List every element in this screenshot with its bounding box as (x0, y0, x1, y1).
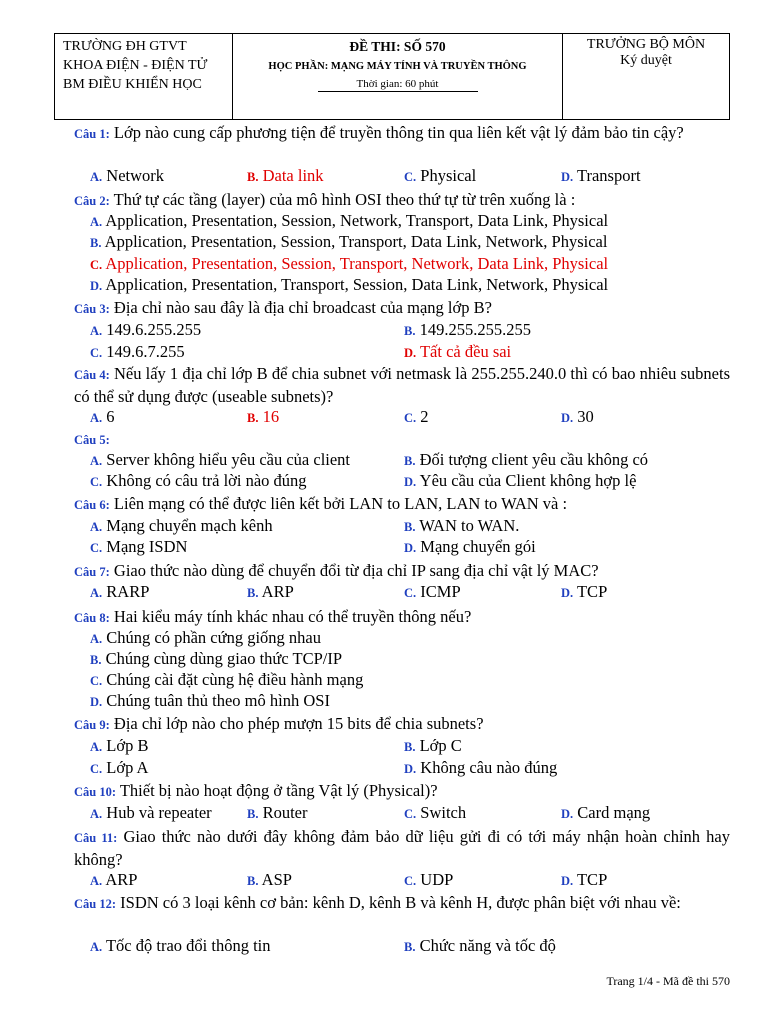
answer-option[interactable] (404, 165, 476, 188)
option-text: 149.255.255.255 (415, 320, 531, 339)
option-letter: A. (90, 940, 103, 954)
answer-option[interactable] (561, 165, 641, 188)
question-text (74, 892, 730, 915)
question-number: Câu 12: (74, 897, 117, 911)
option-text: WAN to WAN. (415, 516, 520, 535)
question-body: Thứ tự các tầng (layer) của mô hình OSI theo thứ tự từ trên xuống là : (109, 190, 576, 209)
option-letter: C. (90, 541, 103, 555)
option-text: Không câu nào đúng (416, 758, 558, 777)
option-letter: A. (90, 586, 103, 600)
option-letter: D. (561, 170, 574, 184)
option-letter: B. (247, 807, 259, 821)
answer-option[interactable] (561, 581, 607, 604)
answer-option[interactable] (90, 253, 608, 276)
option-text: Transport (573, 166, 641, 185)
page-footer: Trang 1/4 - Mã đề thi 570 (606, 974, 730, 988)
answer-option[interactable] (90, 210, 608, 233)
answer-option[interactable] (247, 581, 294, 604)
head-title: TRƯỞNG BỘ MÔN (586, 37, 706, 52)
answer-option[interactable] (90, 341, 185, 364)
option-letter: A. (90, 324, 103, 338)
option-text: 149.6.7.255 (102, 342, 185, 361)
option-text: ICMP (416, 582, 461, 601)
answer-option[interactable] (404, 581, 461, 604)
answer-option[interactable] (90, 627, 321, 650)
option-text: ARP (258, 582, 294, 601)
exam-title: ĐỀ THI: SỐ 570 (349, 39, 446, 54)
option-letter: D. (90, 279, 103, 293)
question-text (74, 363, 730, 407)
question-number: Câu 6: (74, 498, 110, 512)
option-letter: C. (404, 586, 417, 600)
answer-option[interactable] (90, 274, 608, 297)
option-text: 2 (416, 407, 429, 426)
answer-option[interactable] (404, 869, 453, 892)
question-body: Hai kiểu máy tính khác nhau có thể truyền thông nếu? (109, 607, 472, 626)
answer-option[interactable] (90, 869, 137, 892)
option-text: Mạng chuyển mạch kênh (102, 516, 273, 535)
option-letter: B. (90, 236, 102, 250)
question-number: Câu 5: (74, 433, 110, 447)
question-number: Câu 4: (74, 368, 110, 382)
option-text: TCP (573, 870, 608, 889)
question-body: Địa chỉ nào sau đây là địa chỉ broadcast của mạng lớp B? (109, 298, 492, 317)
answer-option[interactable] (404, 802, 466, 825)
option-text: Application, Presentation, Session, Transport, Data Link, Network, Physical (101, 232, 608, 251)
school-line: KHOA ĐIỆN - ĐIỆN TỬ (63, 58, 208, 73)
approve-label: Ký duyệt (620, 53, 672, 68)
option-text: Switch (416, 803, 467, 822)
option-letter: C. (404, 874, 417, 888)
question-body: ISDN có 3 loại kênh cơ bản: kênh D, kênh B và kênh H, được phân biệt với nhau về: (116, 893, 681, 912)
answer-option[interactable] (247, 869, 292, 892)
answer-option[interactable] (90, 735, 148, 758)
option-text: Không có câu trả lời nào đúng (102, 471, 307, 490)
answer-option[interactable] (404, 536, 536, 559)
question-text (74, 189, 730, 212)
question-number: Câu 7: (74, 565, 110, 579)
answer-option[interactable] (90, 231, 607, 254)
option-text: RARP (102, 582, 150, 601)
option-text: Physical (416, 166, 477, 185)
option-letter: B. (247, 170, 259, 184)
answer-option[interactable] (90, 757, 148, 780)
answer-option[interactable] (404, 757, 557, 780)
answer-option[interactable] (247, 165, 324, 188)
question-number: Câu 8: (74, 611, 110, 625)
answer-option[interactable] (90, 648, 342, 671)
option-letter: D. (561, 874, 574, 888)
option-letter: D. (90, 695, 103, 709)
option-text: ASP (258, 870, 292, 889)
option-letter: A. (90, 454, 103, 468)
answer-option[interactable] (404, 470, 636, 493)
option-letter: C. (90, 674, 103, 688)
option-text: Lớp C (415, 736, 462, 755)
answer-option[interactable] (90, 669, 363, 692)
option-text: TCP (573, 582, 608, 601)
option-letter: A. (90, 215, 103, 229)
question-text (74, 560, 730, 583)
option-letter: C. (90, 346, 103, 360)
question-number: Câu 3: (74, 302, 110, 316)
option-letter: C. (90, 258, 103, 272)
option-letter: B. (404, 454, 416, 468)
answer-option[interactable] (90, 470, 307, 493)
option-letter: B. (404, 324, 416, 338)
option-text: UDP (416, 870, 454, 889)
option-text: Tất cả đều sai (416, 342, 512, 361)
option-letter: D. (404, 475, 417, 489)
option-text: Yêu cầu của Client không hợp lệ (416, 471, 637, 490)
option-text: Lớp A (102, 758, 149, 777)
question-text (74, 780, 730, 803)
question-number: Câu 10: (74, 785, 117, 799)
question-body: Liên mạng có thể được liên kết bởi LAN to LAN, LAN to WAN và : (109, 494, 568, 513)
option-text: Hub và repeater (102, 803, 212, 822)
option-letter: B. (404, 520, 416, 534)
question-body: Giao thức nào dùng để chuyển đổi từ địa chỉ IP sang địa chỉ vật lý MAC? (109, 561, 599, 580)
answer-option[interactable] (404, 935, 556, 958)
option-text: Application, Presentation, Session, Network, Transport, Data Link, Physical (102, 211, 609, 230)
option-letter: B. (90, 653, 102, 667)
option-text: Server không hiểu yêu cầu của client (102, 450, 351, 469)
school-line: TRƯỜNG ĐH GTVT (63, 39, 187, 54)
option-letter: B. (247, 411, 259, 425)
option-letter: C. (90, 475, 103, 489)
question-body: Thiết bị nào hoạt động ở tầng Vật lý (Physical)? (116, 781, 438, 800)
option-letter: A. (90, 874, 103, 888)
answer-option[interactable] (90, 802, 212, 825)
question-text (74, 826, 730, 870)
answer-option[interactable] (404, 341, 511, 364)
question-text (74, 606, 730, 629)
option-letter: B. (404, 940, 416, 954)
answer-option[interactable] (561, 802, 650, 825)
option-text: ARP (102, 870, 138, 889)
answer-option[interactable] (90, 935, 271, 958)
option-text: Application, Presentation, Session, Transport, Network, Data Link, Physical (102, 254, 609, 273)
option-letter: B. (404, 740, 416, 754)
option-letter: A. (90, 632, 103, 646)
question-number: Câu 9: (74, 718, 110, 732)
question-text (74, 428, 730, 451)
option-letter: B. (247, 874, 259, 888)
option-letter: A. (90, 411, 103, 425)
option-text: Đối tượng client yêu cầu không có (415, 450, 649, 469)
answer-option[interactable] (90, 536, 187, 559)
option-text: Chúng tuân thủ theo mô hình OSI (102, 691, 330, 710)
option-text: Network (102, 166, 165, 185)
option-letter: C. (404, 170, 417, 184)
answer-option[interactable] (404, 449, 648, 472)
option-text: Chúng cài đặt cùng hệ điều hành mạng (102, 670, 364, 689)
answer-option[interactable] (404, 735, 462, 758)
answer-option[interactable] (404, 406, 429, 429)
exam-time: Thời gian: 60 phút (318, 78, 478, 92)
answer-option[interactable] (90, 406, 115, 429)
answer-option[interactable] (561, 406, 594, 429)
option-text: Chức năng và tốc độ (415, 936, 556, 955)
option-letter: D. (404, 541, 417, 555)
option-text: Data link (258, 166, 324, 185)
question-body: Giao thức nào dưới đây không đảm bảo dữ liệu gửi đi có tới máy nhận hoàn chỉnh hay không? (74, 827, 731, 869)
answer-option[interactable] (90, 515, 273, 538)
option-letter: B. (247, 586, 259, 600)
option-letter: D. (561, 411, 574, 425)
question-body: Địa chỉ lớp nào cho phép mượn 15 bits để chia subnets? (109, 714, 484, 733)
option-text: Router (258, 803, 308, 822)
question-body: Nếu lấy 1 địa chỉ lớp B để chia subnet với netmask là 255.255.240.0 thì có bao nhiêu subnets có thể sử dụng được (useable subnets)? (74, 364, 730, 406)
option-text: Chúng cùng dùng giao thức TCP/IP (101, 649, 343, 668)
option-letter: D. (561, 586, 574, 600)
option-text: 16 (258, 407, 280, 426)
option-letter: A. (90, 520, 103, 534)
question-text (74, 713, 730, 736)
option-letter: D. (561, 807, 574, 821)
answer-option[interactable] (90, 449, 350, 472)
school-line: BM ĐIỀU KHIỂN HỌC (63, 77, 202, 92)
answer-option[interactable] (90, 690, 330, 713)
option-text: Mạng ISDN (102, 537, 188, 556)
option-letter: C. (404, 807, 417, 821)
answer-option[interactable] (561, 869, 607, 892)
option-letter: A. (90, 807, 103, 821)
option-text: 149.6.255.255 (102, 320, 202, 339)
exam-subject: HỌC PHẦN: MẠNG MÁY TÍNH VÀ TRUYỀN THÔNG (268, 61, 527, 72)
option-letter: A. (90, 170, 103, 184)
option-text: Chúng có phần cứng giống nhau (102, 628, 321, 647)
option-text: Application, Presentation, Transport, Session, Data Link, Network, Physical (102, 275, 609, 294)
option-text: Mạng chuyển gói (416, 537, 536, 556)
answer-option[interactable] (404, 319, 531, 342)
option-text: Card mạng (573, 803, 651, 822)
question-text (74, 493, 730, 516)
question-number: Câu 11: (74, 831, 118, 845)
option-letter: C. (404, 411, 417, 425)
answer-option[interactable] (90, 165, 164, 188)
answer-option[interactable] (247, 802, 308, 825)
question-text (74, 297, 730, 320)
option-text: 6 (102, 407, 115, 426)
question-number: Câu 2: (74, 194, 110, 208)
answer-option[interactable] (247, 406, 279, 429)
question-text (74, 122, 730, 145)
option-letter: D. (404, 762, 417, 776)
option-text: Lớp B (102, 736, 149, 755)
option-letter: C. (90, 762, 103, 776)
option-text: Tốc độ trao đổi thông tin (102, 936, 271, 955)
option-letter: D. (404, 346, 417, 360)
answer-option[interactable] (404, 515, 519, 538)
answer-option[interactable] (90, 581, 149, 604)
answer-option[interactable] (90, 319, 201, 342)
option-text: 30 (573, 407, 594, 426)
question-number: Câu 1: (74, 127, 110, 141)
question-body: Lớp nào cung cấp phương tiện để truyền thông tin qua liên kết vật lý đảm bảo tin cậy? (109, 123, 684, 142)
option-letter: A. (90, 740, 103, 754)
